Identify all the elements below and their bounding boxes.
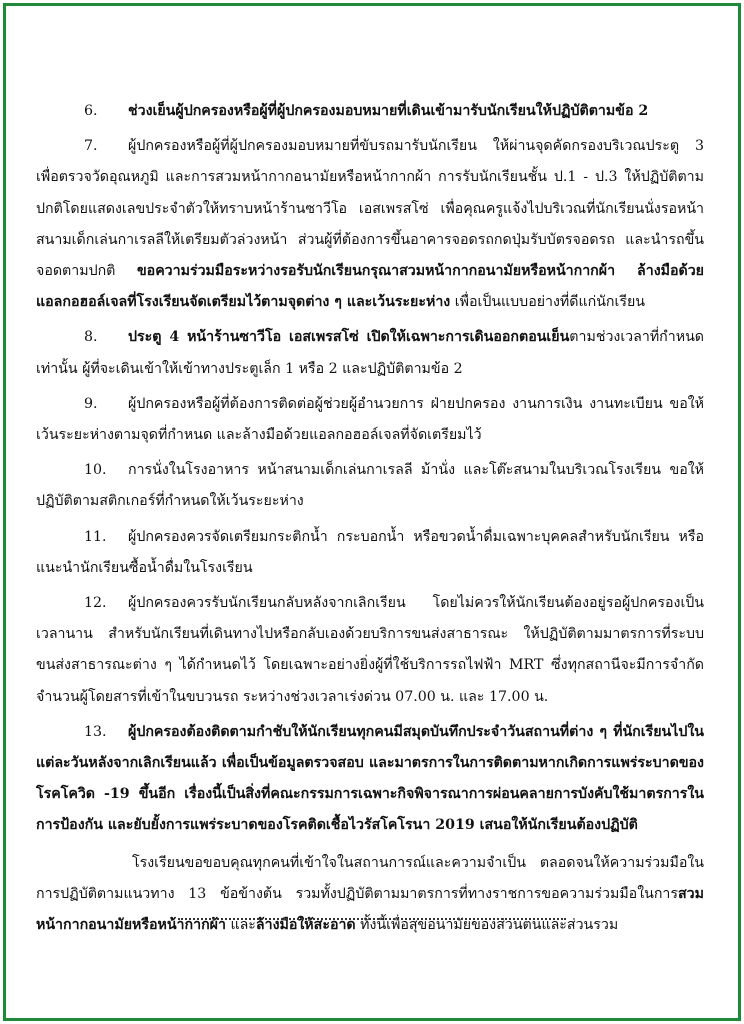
body-text: เพื่อเป็นแบบอย่างที่ดีแก่นักเรียน (450, 294, 645, 311)
bold-text: ประตู 4 หน้าร้านซาวีโอ เอสเพรสโซ่ เปิดให้เฉพาะการเดินออกตอนเย็น (128, 329, 570, 346)
body-text: ตามช่วงเวลาที่กำหนดเท่านั้น ผู้ที่จะเดินเข้าให้เข้าทางประตูเล็ก 1 หรือ 2 และปฏิบัติตามข้อ 2 (36, 329, 704, 377)
guideline-list (36, 96, 704, 842)
item-number: 10. (84, 462, 107, 479)
bold-text: สวมหน้ากากอนามัยหรือหน้ากากผ้า (36, 885, 704, 934)
item-number: 13. (84, 723, 107, 740)
body-text: การนั่งในโรงอาหาร หน้าสนามเด็กเล่นกาเรลลี ม้านั่ง และโต๊ะสนามในบริเวณโรงเรียน ขอให้ปฏิบัติตามสติกเกอร์ที่กำหนดให้เว้นระยะห่าง (36, 462, 704, 510)
body-text: ผู้ปกครองควรรับนักเรียนกลับหลังจากเลิกเรียน โดยไม่ควรให้นักเรียนต้องอยู่รอผู้ปกครองเป็นเวลานาน สำหรับนักเรียนที่เดินทางไปหรือกลับเองด้วยบริการขนส่งสาธารณะ ให้ปฏิบัติตามมาตรการที่ระบบขนส่งสาธารณะต่าง ๆ ได้กำหนดไว้ โดยเฉพาะอย่างยิ่งผู้ที่ใช้บริการรถไฟฟ้า MRT ซึ่งทุกสถานีจะมีการจำกัดจำนวนผู้โดยสารที่เข้าในขบวนรถ ระหว่างช่วงเวลาเร่งด่วน 07.00 น. และ 17.00 น. (36, 595, 704, 705)
guideline-item (36, 131, 704, 318)
guideline-item (36, 588, 704, 713)
body-text: ผู้ปกครองหรือผู้ที่ผู้ปกครองมอบหมายที่ขับรถมารับนักเรียน ให้ผ่านจุดคัดกรองบริเวณประตู 3 เพื่อตรวจวัดอุณหภูมิ และการสวมหน้ากากอนามัยหรือหน้ากากผ้า การรับนักเรียนชั้น ป.1 - ป.3 ให้ปฏิบัติตามปกติโดยแสดงเลขประจำตัวให้ทราบหน้าร้านซาวีโอ เอสเพรสโซ่ เพื่อคุณครูแจ้งไปบริเวณที่นักเรียนนั่งรอหน้าสนามเด็กเล่นกาเรลลีให้เตรียมตัวล่วงหน้า ส่วนผู้ที่ต้องการขึ้นอาคารจอดรถกดปุ่มรับบัตรจอดรถ และนำรถขึ้นจอดตามปกติ (36, 138, 704, 280)
bold-text: ผู้ปกครองต้องติดตามกำชับให้นักเรียนทุกคนมีสมุดบันทึกประจำวันสถานที่ต่าง ๆ ที่นักเรียนไปในแต่ละวันหลังจากเลิกเรียนแล้ว เพื่อเป็นข้อมูลตรวจสอบ และมาตรการในการติดตามหากเกิดการแพร่ระบาดของโรคโควิด -19 ขึ้นอีก เรื่องนี้เป็นสิ่งที่คณะกรรมการเฉพาะกิจพิจารณาการผ่อนคลายการบังคับใช้มาตรการในการป้องกัน และยับยั้งการแพร่ระบาดของโรคติดเชื้อไวรัสโคโรนา 2019 เสนอให้นักเรียนต้องปฏิบัติ (36, 723, 704, 834)
body-text: โรงเรียนขอขอบคุณทุกคนที่เข้าใจในสถานการณ์และความจำเป็น ตลอดจนให้ความร่วมมือในการปฏิบัติตามแนวทาง 13 ข้อข้างต้น รวมทั้งปฏิบัติตามมาตรการที่ทางราชการขอความร่วมมือในการ (36, 854, 704, 902)
guideline-item (36, 96, 704, 127)
bold-text: ช่วงเย็นผู้ปกครองหรือผู้ที่ผู้ปกครองมอบหมายที่เดินเข้ามารับนักเรียนให้ปฏิบัติตามข้อ 2 (128, 103, 649, 119)
guideline-item (36, 322, 704, 384)
closing-paragraph (36, 848, 704, 942)
guideline-item (36, 389, 704, 451)
item-number: 6. (84, 103, 98, 119)
body-text: ผู้ปกครองควรจัดเตรียมกระติกน้ำ กระบอกน้ำ หรือขวดน้ำดื่มเฉพาะบุคคลสำหรับนักเรียน หรือแนะนำนักเรียนซื้อน้ำดื่มในโรงเรียน (36, 528, 704, 576)
guideline-item (36, 717, 704, 842)
guideline-item (36, 522, 704, 584)
document-body (36, 96, 704, 945)
item-number: 8. (84, 329, 98, 346)
item-number: 9. (84, 395, 98, 412)
item-number: 12. (84, 595, 107, 612)
body-text: และ (225, 917, 256, 934)
bold-text: ขอความร่วมมือระหว่างรอรับนักเรียนกรุณาสวมหน้ากากอนามัยหรือหน้ากากผ้า ล้างมือด้วยแอลกอฮอล์เจลที่โรงเรียนจัดเตรียมไว้ตามจุดต่าง ๆ และเว้นระยะห่าง (36, 263, 704, 311)
guideline-item (36, 455, 704, 517)
item-number: 7. (84, 138, 98, 155)
body-text: ทั้งนี้เพื่อสุขอนามัยของส่วนตนและส่วนรวม (355, 917, 619, 934)
item-number: 11. (84, 528, 107, 545)
dotted-separator (178, 918, 566, 920)
body-text: ผู้ปกครองหรือผู้ที่ต้องการติดต่อผู้ช่วยผู้อำนวยการ ฝ่ายปกครอง งานการเงิน งานทะเบียน ขอให้เว้นระยะห่างตามจุดที่กำหนด และล้างมือด้วยแอลกอฮอล์เจลที่จัดเตรียมไว้ (36, 395, 704, 444)
bold-text: ล้างมือให้สะอาด (255, 917, 356, 934)
